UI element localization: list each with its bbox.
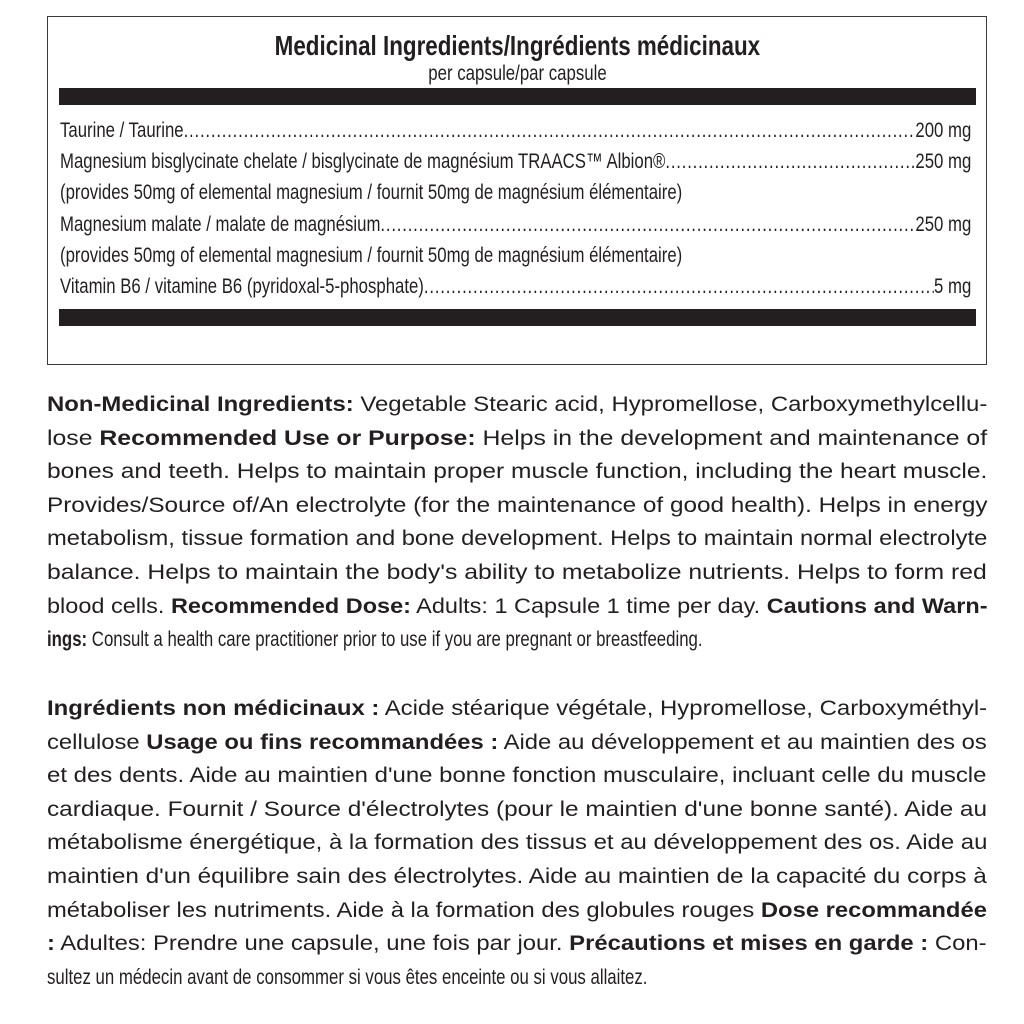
body-text: balance. Helps to maintain the body's ability to metabolize nutrients. Helps to form red bbox=[47, 560, 987, 584]
body-text: sultez un médecin avant de consommer si vous êtes enceinte ou si vous allaitez. bbox=[47, 965, 648, 989]
section-heading: : bbox=[47, 932, 55, 956]
body-text: metabolism, tissue formation and bone development. Helps to maintain normal electrolyte bbox=[47, 527, 988, 551]
ingredient-name: Vitamin B6 / vitamine B6 (pyridoxal-5-phosphate) bbox=[60, 274, 424, 298]
body-text: Helps in the development and maintenance of bbox=[475, 426, 988, 450]
panel-subtitle-text: per capsule/par capsule bbox=[427, 62, 607, 85]
text-line bbox=[47, 623, 987, 657]
bottom-rule bbox=[59, 309, 976, 326]
ingredient-name: Magnesium bisglycinate chelate / bisglycinate de magnésium TRAACS™ Albion® bbox=[60, 150, 666, 174]
text-line bbox=[47, 388, 987, 422]
section-heading: Recommended Dose: bbox=[170, 594, 411, 618]
section-heading: ings: bbox=[47, 628, 88, 652]
text-line bbox=[47, 961, 987, 995]
text-line bbox=[47, 894, 987, 928]
ingredient-amount: 200 mg bbox=[915, 119, 972, 142]
text-line bbox=[47, 826, 987, 860]
ingredient-list bbox=[60, 115, 970, 302]
ingredient-name: Taurine / Taurine bbox=[60, 119, 184, 142]
french-label-text bbox=[47, 692, 987, 994]
leader-dots bbox=[380, 209, 915, 240]
text-line bbox=[47, 556, 987, 590]
body-text: blood cells. bbox=[47, 594, 171, 618]
english-label-text bbox=[47, 388, 987, 657]
ingredient-amount: 5 mg bbox=[934, 274, 972, 298]
body-text: Adults: 1 Capsule 1 time per day. bbox=[410, 594, 767, 618]
section-heading: Précautions et mises en garde : bbox=[569, 932, 929, 956]
text-line bbox=[47, 759, 987, 793]
body-text: métaboliser les nutriments. Aide à la formation des globules rouges bbox=[47, 898, 761, 922]
ingredient-row bbox=[60, 115, 970, 146]
text-line bbox=[47, 590, 987, 624]
text-line bbox=[47, 692, 987, 726]
panel-subtitle bbox=[48, 63, 986, 85]
ingredient-row bbox=[60, 146, 970, 177]
text-line bbox=[47, 522, 987, 556]
medicinal-ingredients-panel bbox=[47, 16, 987, 365]
body-text: cardiaque. Fournit / Source d'électrolytes (pour le maintien d'une bonne santé). Aide au bbox=[47, 797, 988, 821]
leader-dots bbox=[184, 115, 916, 146]
ingredient-note-text: (provides 50mg of elemental magnesium / fournit 50mg de magnésium élémentaire) bbox=[60, 243, 683, 267]
body-text: Con- bbox=[928, 932, 987, 956]
body-text: cellulose bbox=[47, 730, 147, 754]
panel-title-text: Medicinal Ingredients/Ingrédients médicinaux bbox=[274, 30, 760, 61]
body-text: bones and teeth. Helps to maintain proper muscle function, including the heart muscle. bbox=[47, 460, 988, 484]
body-text: Provides/Source of/An electrolyte (for the maintenance of good health). Helps in energy bbox=[47, 493, 988, 517]
text-line bbox=[47, 455, 987, 489]
text-line bbox=[47, 793, 987, 827]
body-text: Consult a health care practitioner prior to use if you are pregnant or breastfeeding. bbox=[87, 628, 703, 652]
section-heading: Non-Medicinal Ingredients: bbox=[47, 393, 354, 416]
ingredient-row bbox=[60, 271, 970, 302]
body-text: maintien d'un équilibre sain des électrolytes. Aide au maintien de la capacité du corps à bbox=[47, 864, 987, 888]
ingredient-amount: 250 mg bbox=[915, 150, 972, 174]
section-heading: Cautions and Warn- bbox=[766, 594, 988, 618]
text-line bbox=[47, 422, 987, 456]
leader-dots bbox=[424, 271, 934, 302]
ingredient-amount: 250 mg bbox=[915, 212, 972, 236]
body-text: et des dents. Aide au maintien d'une bonne fonction musculaire, incluant celle du muscle bbox=[47, 764, 987, 788]
ingredient-note bbox=[60, 177, 970, 208]
top-rule bbox=[59, 88, 976, 105]
ingredient-name: Magnesium malate / malate de magnésium bbox=[60, 212, 381, 236]
body-text: métabolisme énergétique, à la formation des tissus et au développement des os. Aide au bbox=[47, 831, 988, 855]
section-heading: Ingrédients non médicinaux : bbox=[47, 697, 380, 720]
body-text: Aide au développement et au maintien des os bbox=[498, 730, 987, 754]
section-heading: Dose recommandée bbox=[760, 898, 987, 922]
leader-dots bbox=[665, 146, 915, 177]
text-line bbox=[47, 726, 987, 760]
body-text: Acide stéarique végétale, Hypromellose, Carboxyméthyl- bbox=[379, 697, 988, 720]
body-text: lose bbox=[47, 426, 100, 450]
text-line bbox=[47, 860, 987, 894]
section-heading: Recommended Use or Purpose: bbox=[99, 426, 476, 450]
section-heading: Usage ou fins recommandées : bbox=[146, 730, 499, 754]
body-text: Vegetable Stearic acid, Hypromellose, Carboxymethylcellu- bbox=[353, 393, 988, 416]
panel-title bbox=[48, 31, 986, 61]
ingredient-note bbox=[60, 240, 970, 271]
ingredient-note-text: (provides 50mg of elemental magnesium / fournit 50mg de magnésium élémentaire) bbox=[60, 181, 683, 205]
ingredient-row bbox=[60, 209, 970, 240]
body-text: Adultes: Prendre une capsule, une fois par jour. bbox=[54, 932, 570, 956]
text-line bbox=[47, 927, 987, 961]
text-line bbox=[47, 489, 987, 523]
